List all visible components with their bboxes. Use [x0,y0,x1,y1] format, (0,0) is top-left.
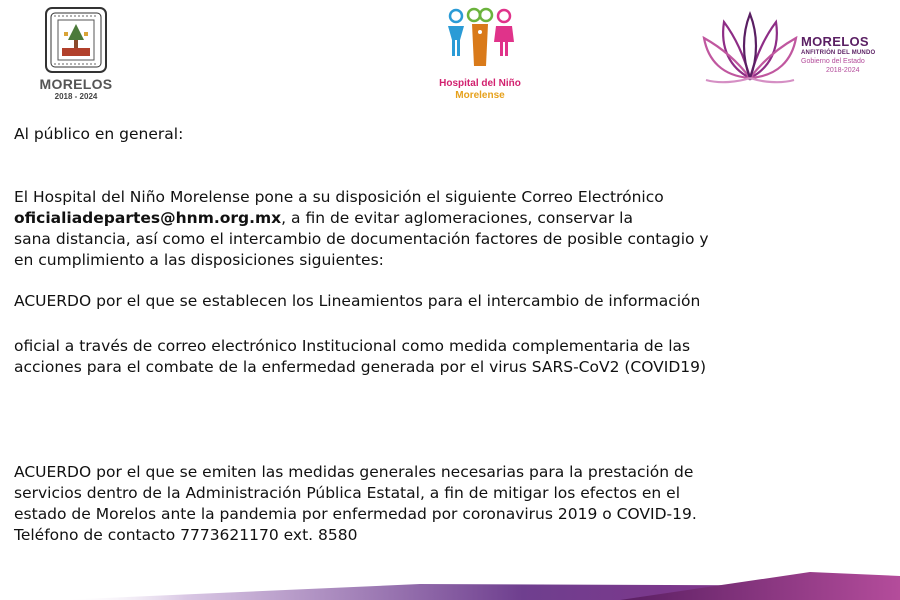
greeting: Al público en general: [14,125,184,143]
hospital-logo [425,6,535,102]
left-logo-title: MORELOS [39,76,113,92]
hospital-logo-line2: Morelense [455,90,505,101]
paragraph-1-line-2-rest: , a fin de evitar aglomeraciones, conservar la [281,209,633,227]
right-logo-subtitle: ANFITRIÓN DEL MUNDO [801,50,876,56]
contact-email[interactable]: oficialiadepartes@hnm.org.mx [14,209,282,227]
notice-body [14,124,894,546]
right-logo-line3: Gobierno del Estado [801,58,865,65]
children-figures-icon [440,6,520,74]
paragraph-1-line-1: El Hospital del Niño Morelense pone a su disposición el siguiente Correo Electrónico [14,188,664,206]
acuerdo-2-line-3: estado de Morelos ante la pandemia por enfermedad por coronavirus 2019 o COVID-19. [14,505,697,523]
left-logo-years: 2018 - 2024 [54,92,98,101]
paragraph-1-line-2 [14,208,894,229]
acuerdo-1-line-1: ACUERDO por el que se establecen los Lineamientos para el intercambio de información [14,292,701,310]
contact-phone: Teléfono de contacto 7773621170 ext. 8580 [14,526,358,544]
morelos-state-logo [28,6,124,106]
state-seal-icon [44,6,108,74]
government-logo [700,8,900,98]
header [0,0,900,110]
acuerdo-2-line-1: ACUERDO por el que se emiten las medidas generales necesarias para la prestación de [14,463,694,481]
acuerdo-1-line-2: oficial a través de correo electrónico Institucional como medida complementaria de las [14,337,691,355]
hospital-logo-line1: Hospital del Niño [439,78,521,89]
acuerdo-1-line-3: acciones para el combate de la enfermedad generada por el virus SARS-CoV2 (COVID19) [14,358,707,376]
paragraph-1-line-4: en cumplimiento a las disposiciones siguientes: [14,251,384,269]
footer-decorative-band [0,564,900,600]
acuerdo-2-line-2: servicios dentro de la Administración Pública Estatal, a fin de mitigar los efectos en el [14,484,681,502]
right-logo-title: MORELOS [801,34,869,49]
paragraph-1-line-3: sana distancia, así como el intercambio de documentación factores de posible contagio y [14,230,709,248]
right-logo-line4: 2018-2024 [826,67,860,74]
lotus-flower-icon [700,8,800,92]
